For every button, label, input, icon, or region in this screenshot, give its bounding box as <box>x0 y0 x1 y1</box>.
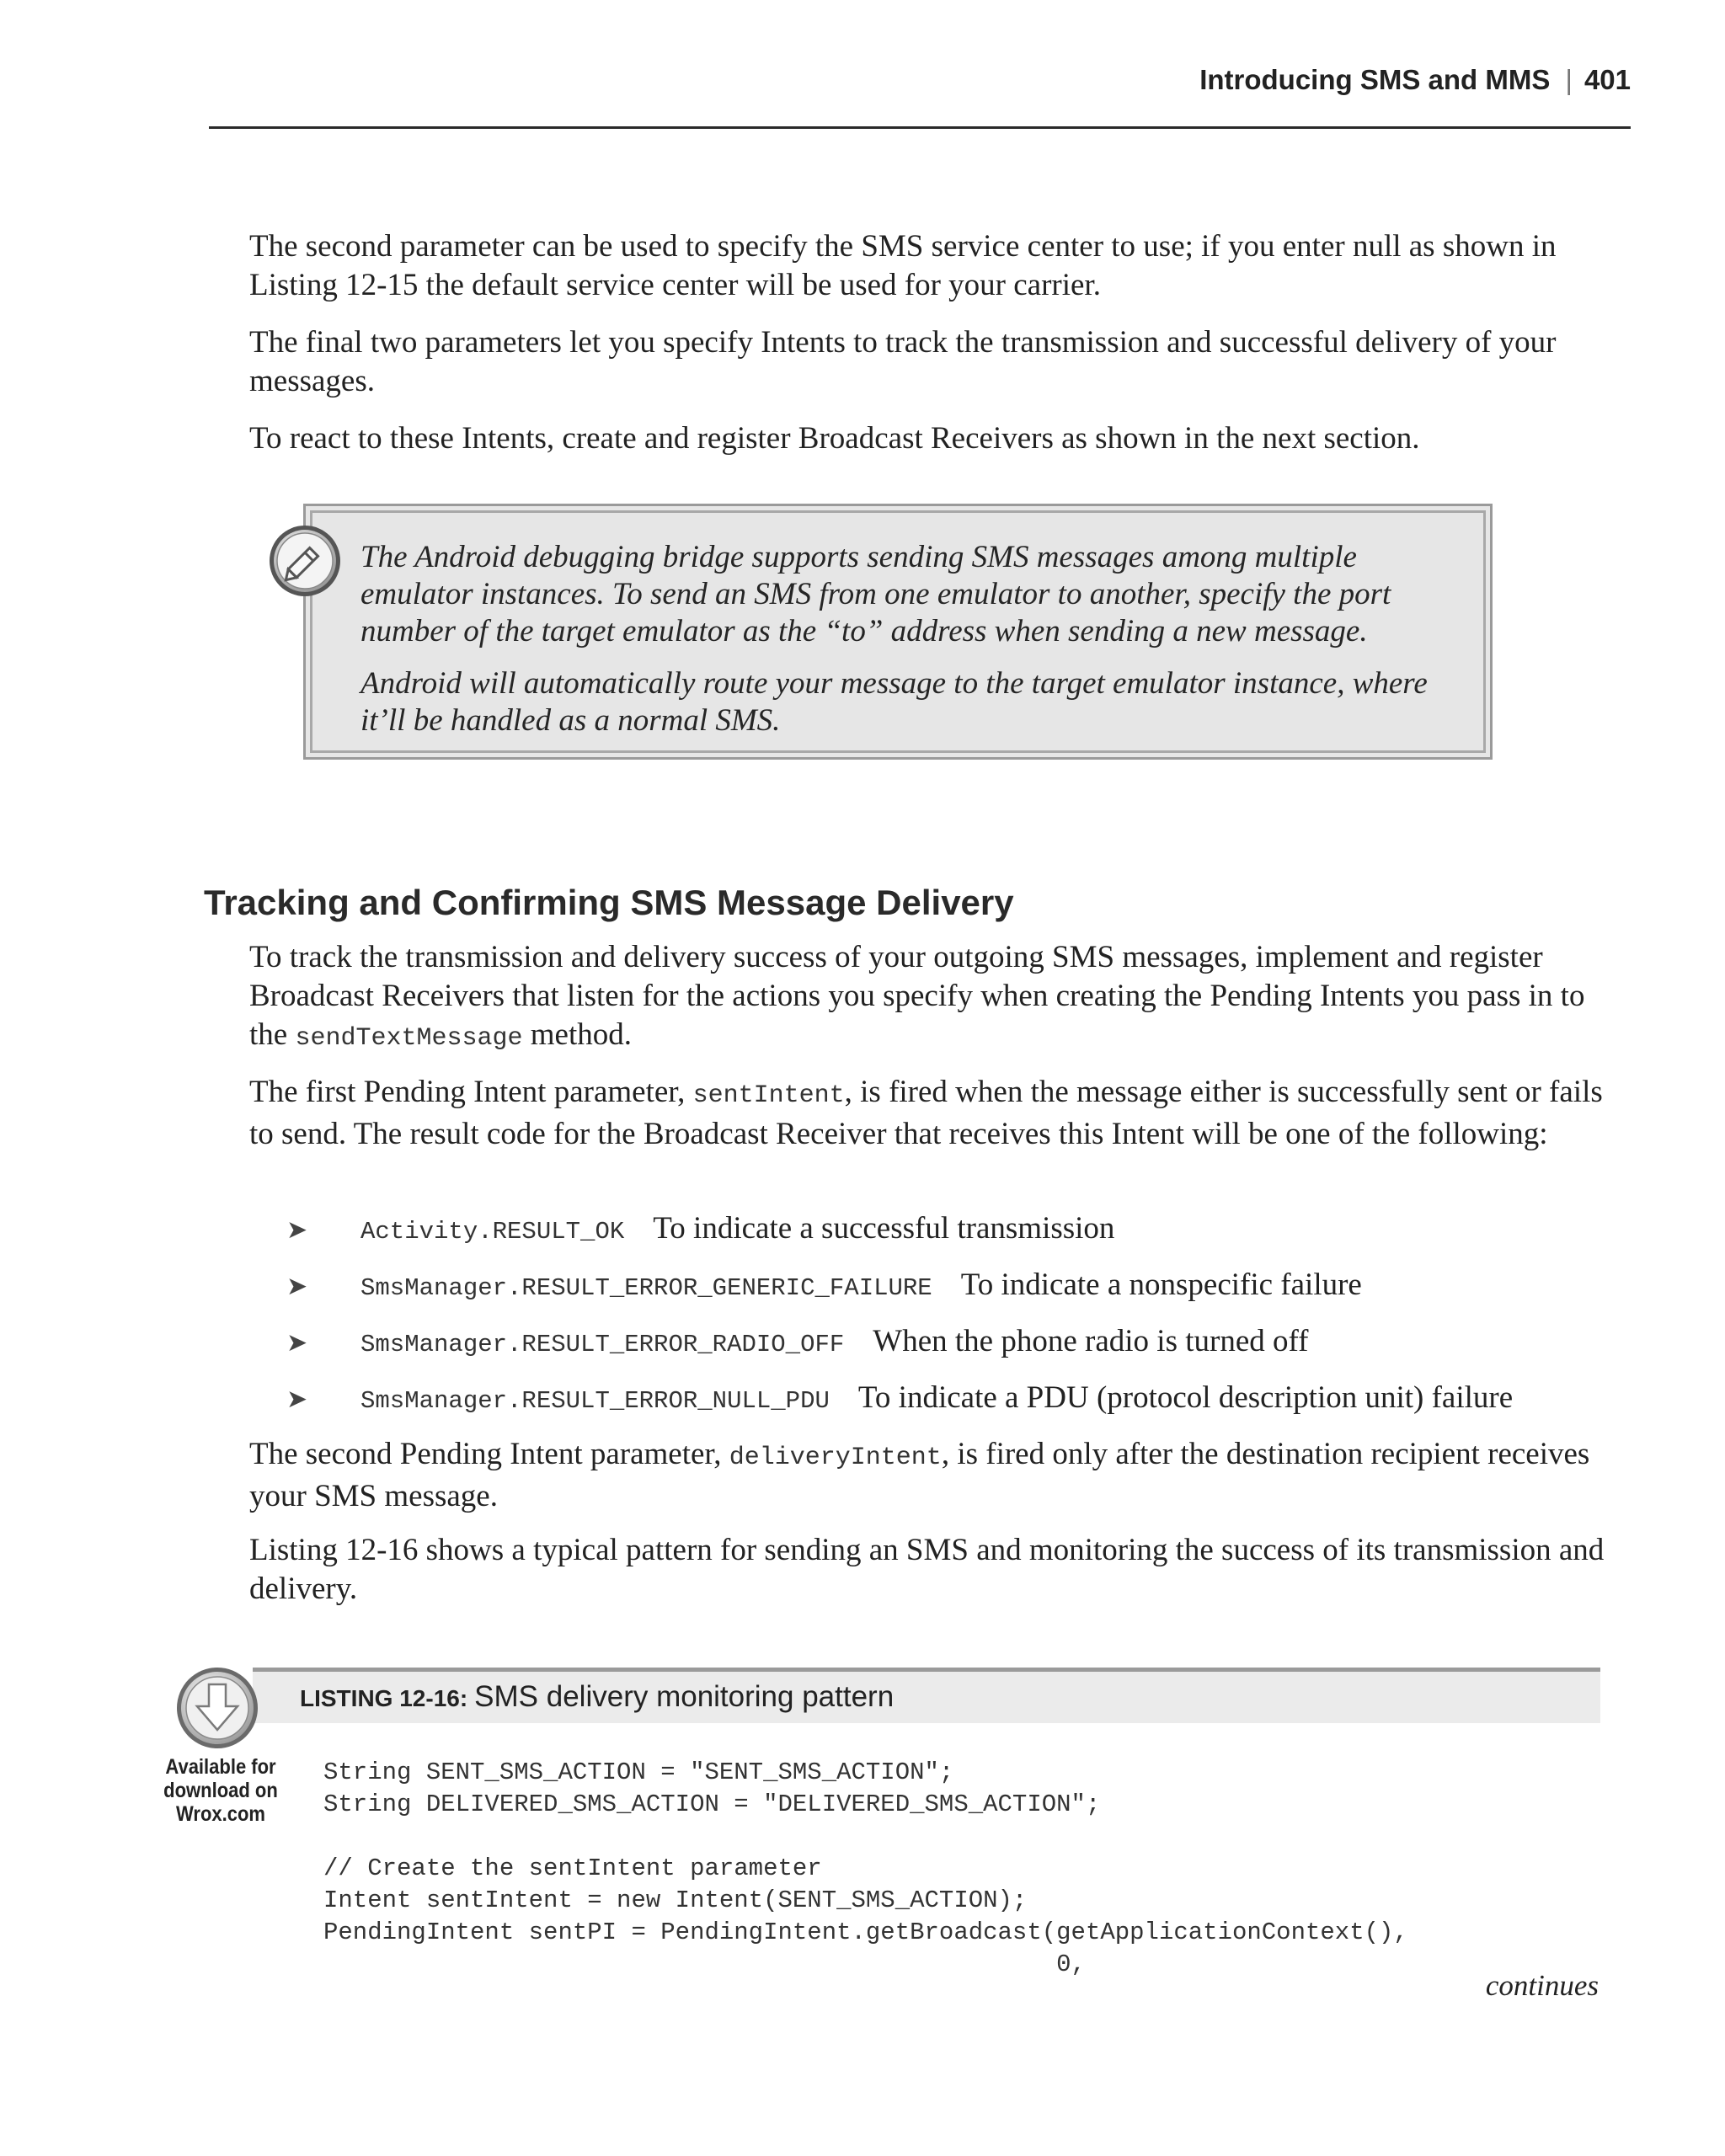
section-heading: Tracking and Confirming SMS Message Delivery <box>204 883 1014 922</box>
bullet-arrow-icon: ➤ <box>286 1385 308 1413</box>
bullet-text: To indicate a successful transmission <box>653 1211 1115 1246</box>
inline-code-deliveryintent: deliveryIntent <box>729 1444 942 1472</box>
inline-code-sendtextmessage: sendTextMessage <box>295 1024 523 1053</box>
code-line: 0, <box>323 1951 1086 1978</box>
paragraph-final-parameters: The final two parameters let you specify Intents to track the transmission and successful delivery of your messages. <box>249 325 1557 398</box>
paragraph-text: The second Pending Intent parameter, <box>249 1437 729 1471</box>
list-item <box>286 1379 1634 1417</box>
paragraph-text: The first Pending Intent parameter, <box>249 1075 693 1109</box>
continues-label: continues <box>1485 1969 1599 2002</box>
list-item <box>286 1209 1634 1248</box>
bullet-code: SmsManager.RESULT_ERROR_GENERIC_FAILURE <box>360 1274 932 1302</box>
code-line: String DELIVERED_SMS_ACTION = "DELIVERED_SMS_ACTION"; <box>323 1790 1101 1818</box>
listing-caption: SMS delivery monitoring pattern <box>474 1680 895 1713</box>
pencil-icon <box>266 522 344 600</box>
bullet-code: Activity.RESULT_OK <box>360 1218 625 1246</box>
download-label-line: Available for <box>165 1755 276 1779</box>
list-item <box>286 1266 1634 1305</box>
download-arrow-icon <box>174 1664 261 1752</box>
code-line: String SENT_SMS_ACTION = "SENT_SMS_ACTION"; <box>323 1758 954 1786</box>
listing-header-bar <box>253 1668 1600 1723</box>
code-line: PendingIntent sentPI = PendingIntent.getBroadcast(getApplicationContext(), <box>323 1919 1408 1946</box>
download-label-line: download on <box>163 1779 278 1802</box>
note-paragraph-1: The Android debugging bridge supports sending SMS messages among multiple emulator instances. To send an SMS from one emulator to another, specify the port number of the target emulator as the “to” address when sending a new message. <box>360 540 1391 648</box>
page-number: 401 <box>1583 64 1631 95</box>
paragraph-text: To track the transmission and delivery success of your outgoing SMS messages, implement and register Broadcast Receivers that listen for the actions you specify when creating the Pending Intents you pass in to the <box>249 940 1585 1052</box>
bullet-arrow-icon: ➤ <box>286 1273 308 1300</box>
paragraph-track-transmission <box>249 938 1605 1058</box>
bullet-text: To indicate a PDU (protocol description unit) failure <box>857 1380 1514 1415</box>
inline-code-sentintent: sentIntent <box>692 1081 845 1110</box>
paragraph-sent-intent <box>249 1073 1605 1154</box>
paragraph-listing-intro: Listing 12-16 shows a typical pattern for sending an SMS and monitoring the success of its transmission and delivery. <box>249 1533 1605 1606</box>
download-label <box>160 1755 281 1826</box>
paragraph-text: , is fired only after the destination recipient receives your SMS message. <box>249 1437 1590 1513</box>
bullet-code: SmsManager.RESULT_ERROR_RADIO_OFF <box>360 1331 845 1358</box>
bullet-arrow-icon: ➤ <box>286 1216 308 1244</box>
running-header-text <box>1199 64 1631 96</box>
listing-label: LISTING 12-16: <box>300 1685 468 1711</box>
bullet-text: To indicate a nonspecific failure <box>960 1267 1362 1302</box>
paragraph-delivery-intent <box>249 1435 1605 1516</box>
note-paragraph-2: Android will automatically route your message to the target emulator instance, where it’ll be handled as a normal SMS. <box>360 666 1428 738</box>
running-header <box>209 61 1631 129</box>
code-line: Intent sentIntent = new Intent(SENT_SMS_ACTION); <box>323 1886 1028 1914</box>
download-label-line: Wrox.com <box>176 1802 265 1826</box>
bullet-code: SmsManager.RESULT_ERROR_NULL_PDU <box>360 1387 830 1415</box>
paragraph-text: method. <box>522 1017 632 1052</box>
list-item <box>286 1322 1634 1361</box>
listing-title <box>300 1680 894 1714</box>
header-separator: | <box>1565 64 1573 95</box>
paragraph-react-intents: To react to these Intents, create and register Broadcast Receivers as shown in the next section. <box>249 421 1420 456</box>
bullet-arrow-icon: ➤ <box>286 1329 308 1357</box>
paragraph-service-center: The second parameter can be used to specify the SMS service center to use; if you enter null as shown in Listing 12-15 the default service center will be used for your carrier. <box>249 229 1557 302</box>
chapter-title: Introducing SMS and MMS <box>1199 64 1551 95</box>
bullet-text: When the phone radio is turned off <box>873 1324 1309 1358</box>
code-line: // Create the sentIntent parameter <box>323 1854 822 1882</box>
paragraph-text: , is fired when the message either is successfully sent or fails to send. The result code for the Broadcast Receiver that receives this Intent will be one of the following: <box>249 1075 1603 1151</box>
